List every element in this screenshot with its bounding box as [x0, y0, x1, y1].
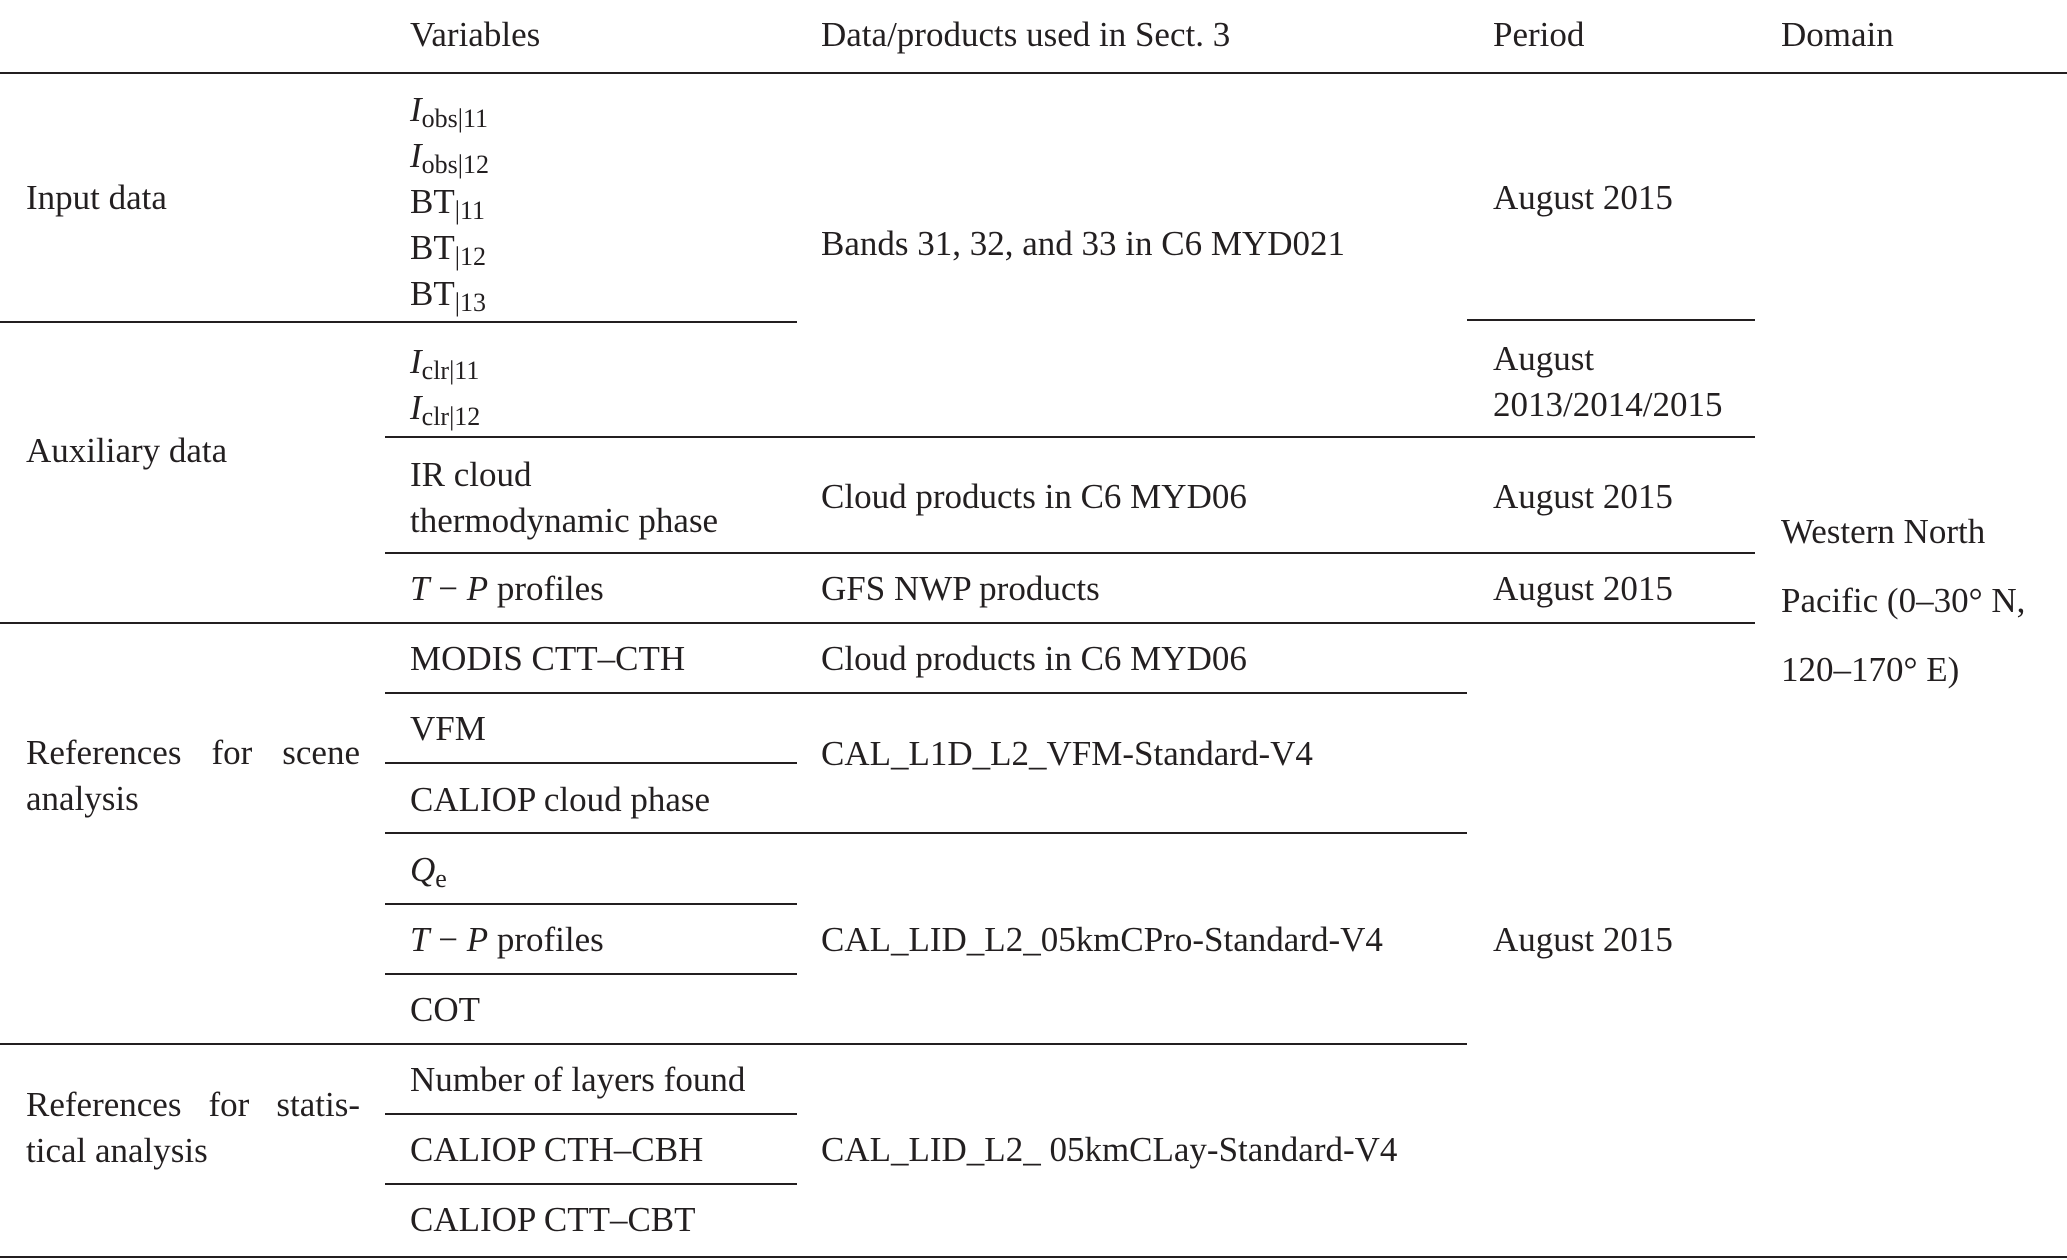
product-bands-myd021: Bands 31, 32, and 33 in C6 MYD021 — [821, 224, 1346, 263]
variable-iobs11 — [410, 87, 488, 133]
period-phase: August 2015 — [1493, 477, 1673, 516]
variable-caliop-cth-cbh: CALIOP CTH–CBH — [410, 1130, 704, 1169]
variable-bt11-symbol: BT — [410, 182, 455, 221]
variable-qe-subscript: e — [435, 864, 447, 893]
category-input-data: Input data — [26, 178, 167, 217]
product-myd06-phase: Cloud products in C6 MYD06 — [821, 477, 1247, 516]
variable-bt13 — [410, 271, 486, 317]
variable-bt13-symbol: BT — [410, 274, 455, 313]
variable-iobs11-subscript: obs|11 — [421, 104, 489, 133]
product-gfs-nwp: GFS NWP products — [821, 569, 1100, 608]
variable-iobs11-symbol: I — [410, 90, 422, 129]
category-stat-line1: References for statis- — [26, 1085, 360, 1124]
variable-tp2-dash: − — [429, 920, 467, 959]
variable-iclr11 — [410, 339, 479, 385]
variable-modis-ctt-cth: MODIS CTT–CTH — [410, 639, 686, 678]
variable-vfm: VFM — [410, 709, 486, 748]
rule-aux-clr — [385, 436, 1755, 438]
period-auxiliary-line1: August — [1493, 339, 1595, 378]
variable-bt11-subscript: |11 — [454, 196, 485, 225]
variable-tp1-rest: profiles — [488, 569, 604, 608]
domain-value — [1781, 497, 2025, 704]
category-scene-line1: References for scene — [26, 733, 360, 772]
product-cpro-standard: CAL_LID_L2_05kmCPro-Standard-V4 — [821, 920, 1383, 959]
header-period: Period — [1493, 15, 1585, 54]
top-rule — [0, 72, 2067, 74]
variable-bt11 — [410, 179, 485, 225]
variable-cot: COT — [410, 990, 480, 1029]
variable-tp2-P: P — [466, 920, 489, 959]
variable-number-of-layers: Number of layers found — [410, 1060, 746, 1099]
period-references: August 2015 — [1493, 920, 1673, 959]
period-auxiliary-line2: 2013/2014/2015 — [1493, 385, 1723, 424]
variable-tp1-P: P — [466, 569, 489, 608]
variable-ir-phase-line2: thermodynamic phase — [410, 501, 719, 540]
rule-period-input — [1467, 319, 1755, 321]
category-stat-line2: tical analysis — [26, 1131, 208, 1170]
variable-caliop-cloud-phase: CALIOP cloud phase — [410, 780, 711, 819]
category-auxiliary-data: Auxiliary data — [26, 431, 228, 470]
variable-iclr11-symbol: I — [410, 342, 422, 381]
rule-qe — [385, 903, 797, 905]
category-scene-line2: analysis — [26, 779, 139, 818]
period-auxiliary — [1493, 336, 1722, 428]
period-input: August 2015 — [1493, 178, 1673, 217]
rule-vfm — [385, 762, 797, 764]
variable-bt12-subscript: |12 — [454, 242, 486, 271]
category-scene-analysis — [26, 730, 360, 822]
variable-tp-profiles-aux — [410, 566, 604, 612]
rule-scene-stat — [0, 1043, 1467, 1045]
variable-iobs12-symbol: I — [410, 136, 422, 175]
product-vfm-standard: CAL_L1D_L2_VFM-Standard-V4 — [821, 734, 1313, 773]
domain-line2: Pacific (0–30° N, — [1781, 581, 2026, 620]
bottom-rule — [0, 1256, 2067, 1258]
variable-iobs12-subscript: obs|12 — [421, 150, 489, 179]
variable-bt13-subscript: |13 — [454, 288, 486, 317]
rule-input-aux — [0, 321, 797, 323]
variable-bt12-symbol: BT — [410, 228, 455, 267]
product-clay-standard: CAL_LID_L2_ 05kmCLay-Standard-V4 — [821, 1130, 1398, 1169]
variable-iclr12-symbol: I — [410, 388, 422, 427]
header-data-products: Data/products used in Sect. 3 — [821, 15, 1231, 54]
domain-line1: Western North — [1781, 512, 1986, 551]
variable-tp2-T: T — [410, 920, 430, 959]
variable-ir-phase — [410, 452, 718, 544]
rule-caliop-phase — [385, 832, 1467, 834]
variable-caliop-ctt-cbt: CALIOP CTT–CBT — [410, 1200, 696, 1239]
rule-layers — [385, 1113, 797, 1115]
rule-tp2 — [385, 973, 797, 975]
rule-aux-refs — [0, 622, 1755, 624]
variable-qe-symbol: Q — [410, 850, 436, 889]
product-myd06-ctt: Cloud products in C6 MYD06 — [821, 639, 1247, 678]
variable-iclr12 — [410, 385, 480, 431]
variable-tp2-rest: profiles — [488, 920, 604, 959]
variable-tp1-T: T — [410, 569, 430, 608]
variable-tp1-dash: − — [429, 569, 467, 608]
domain-line3: 120–170° E) — [1781, 650, 1960, 689]
rule-cth-cbh — [385, 1183, 797, 1185]
header-variables: Variables — [410, 15, 541, 54]
variable-iobs12 — [410, 133, 489, 179]
variable-iclr11-subscript: clr|11 — [421, 356, 480, 385]
rule-modis — [385, 692, 1467, 694]
variable-tp-profiles-ref — [410, 917, 604, 963]
variable-qe — [410, 847, 447, 893]
variable-ir-phase-line1: IR cloud — [410, 455, 532, 494]
category-statistical-analysis — [26, 1082, 360, 1174]
variable-iclr12-subscript: clr|12 — [421, 402, 481, 431]
rule-aux-phase — [385, 552, 1755, 554]
variable-bt12 — [410, 225, 486, 271]
period-tp: August 2015 — [1493, 569, 1673, 608]
header-domain: Domain — [1781, 15, 1894, 54]
